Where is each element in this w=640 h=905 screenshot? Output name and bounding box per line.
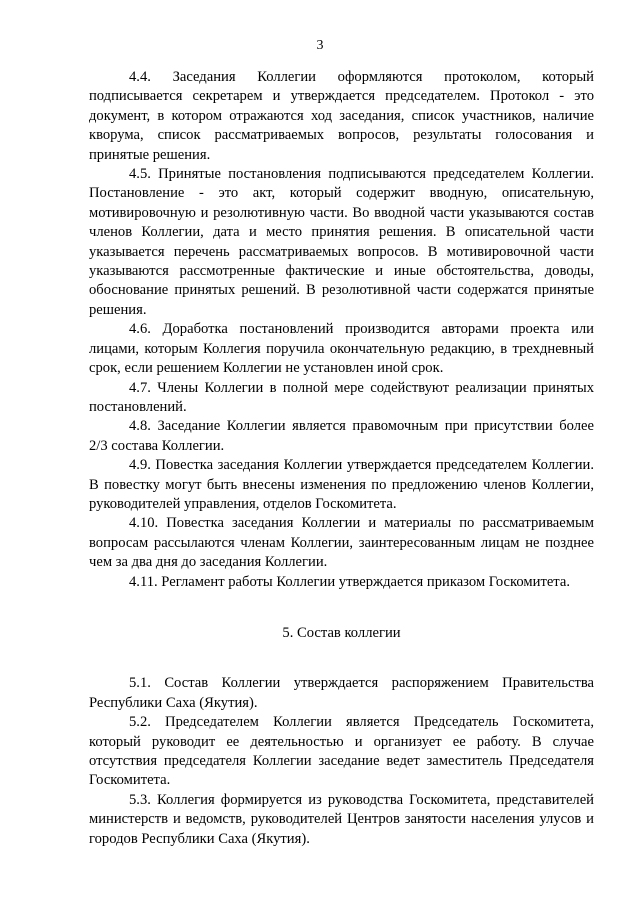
paragraph-4-10: 4.10. Повестка заседания Коллегии и материалы по рассматриваемым вопросам рассылаются членам Коллегии, заинтересованным лицам не позднее чем за два дня до заседания Коллегии. [89, 515, 594, 571]
paragraph-5-2: 5.2. Председателем Коллегии является Председатель Госкомитета, который руководит ее деятельностью и организует ее работу. В случае отсутствия председателя Коллегии заседание ведет заместитель Председателя Госкомитета. [89, 714, 594, 789]
paragraph-4-7: 4.7. Члены Коллегии в полной мере содействуют реализации принятых постановлений. [89, 379, 594, 415]
paragraph-4-11: 4.11. Регламент работы Коллегии утверждается приказом Госкомитета. [129, 573, 570, 590]
section-title: 5. Состав коллегии [282, 624, 401, 641]
page-number: 3 [316, 38, 324, 53]
document-body [89, 68, 594, 849]
paragraph-4-6: 4.6. Доработка постановлений производится авторами проекта или лицами, которым Коллегия поручила окончательную редакцию, в трехдневный срок, если решением Коллегии не установлен иной срок. [89, 321, 594, 377]
paragraph-4-8: 4.8. Заседание Коллегии является правомочным при присутствии более 2/3 состава Коллегии. [89, 418, 594, 454]
paragraph-4-4: 4.4. Заседания Коллегии оформляются протоколом, который подписывается секретарем и утверждается председателем. Протокол - это документ, в котором отражаются ход заседания, список участников, наличие кворума, список рассматриваемых вопросов, результаты голосования и принятые решения. [89, 69, 594, 163]
paragraph-4-9: 4.9. Повестка заседания Коллегии утверждается председателем Коллегии. В повестку могут быть внесены изменения по предложению членов Коллегии, руководителей управления, отделов Госкомитета. [89, 457, 594, 512]
paragraph-5-1: 5.1. Состав Коллегии утверждается распоряжением Правительства Республики Саха (Якутия). [89, 675, 594, 711]
paragraph-4-5: 4.5. Принятые постановления подписываются председателем Коллегии. Постановление - это акт, который содержит вводную, описательную, мотивировочную и резолютивную части. Во вводной части указываются состав членов Коллегии, дата и место принятия решения. В описательной части указывается перечень рассматриваемых вопросов. В мотивировочной части указываются рассмотренные фактические и иные обстоятельства, доводы, обоснование принятых решений. В резолютивной части содержатся принятые решения. [89, 166, 594, 318]
paragraph-5-3: 5.3. Коллегия формируется из руководства Госкомитета, представителей министерств и ведомств, руководителей Центров занятости населения улусов и городов Республики Саха (Якутия). [89, 791, 594, 847]
